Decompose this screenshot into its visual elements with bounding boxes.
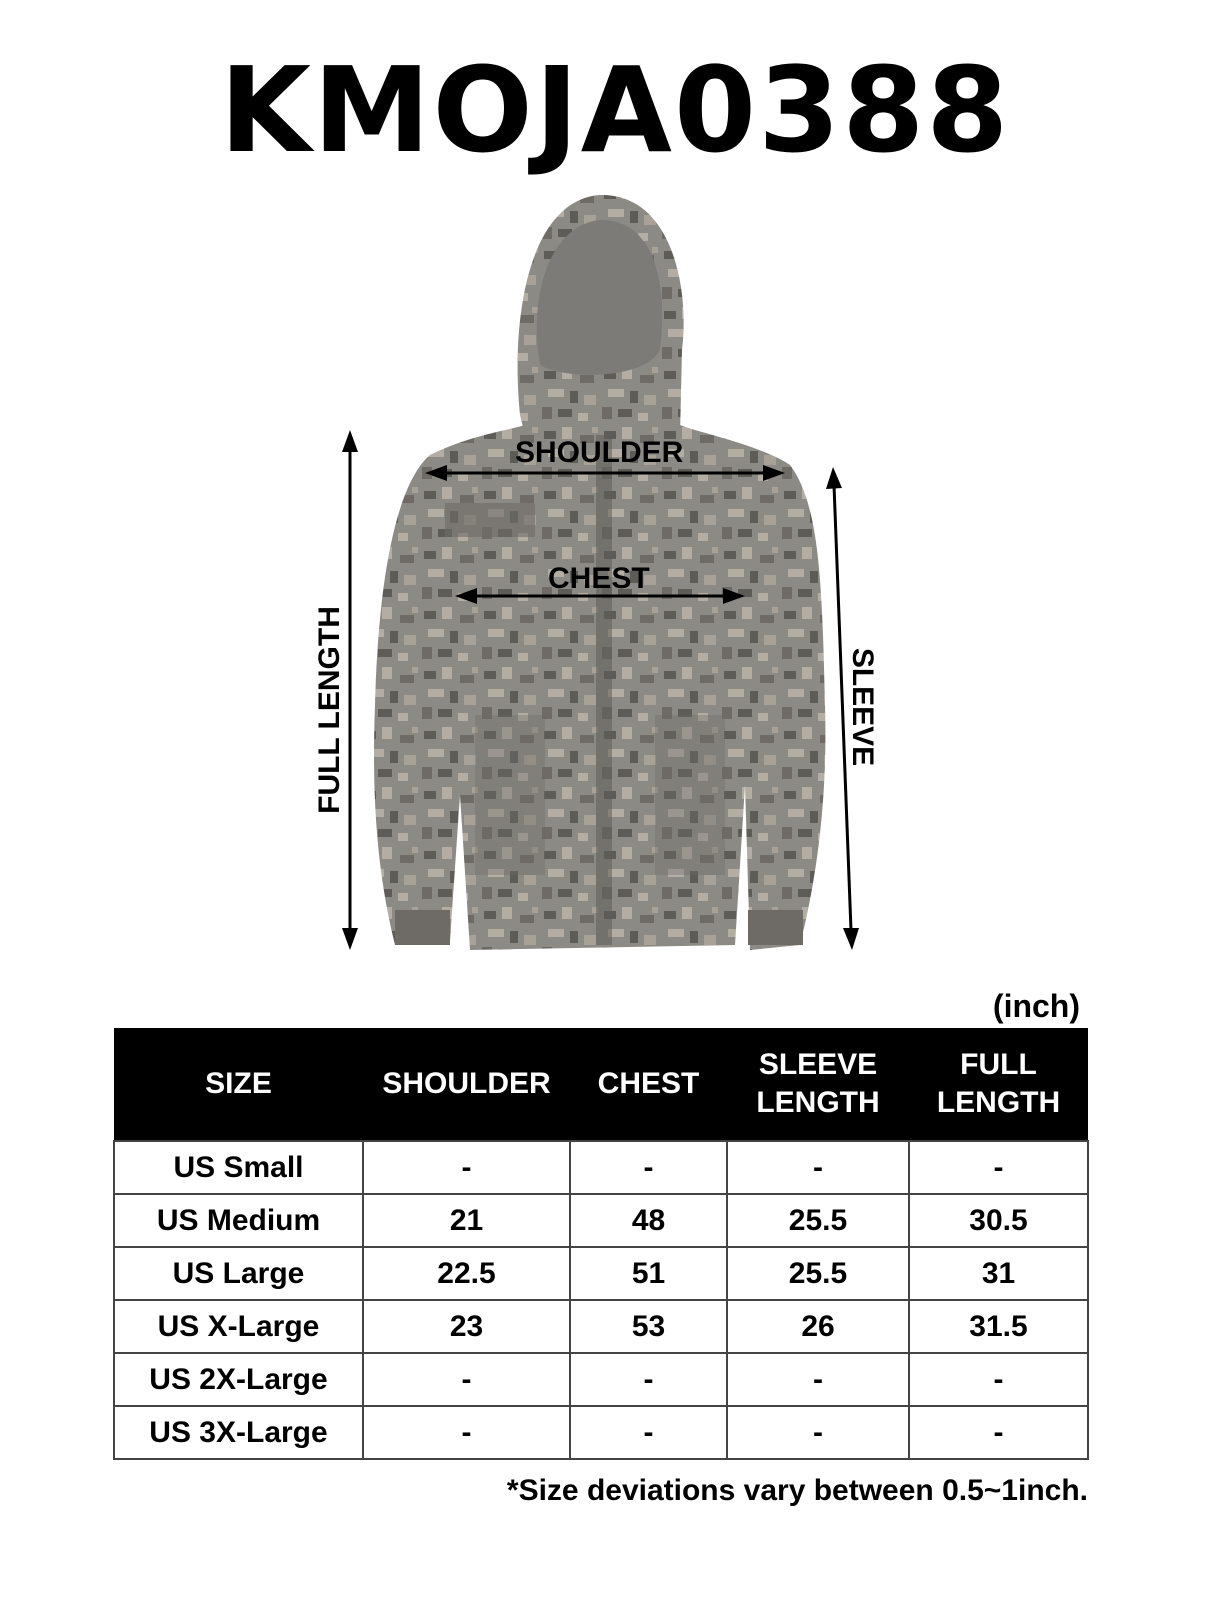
full-length-cell: - bbox=[909, 1406, 1088, 1459]
full-length-cell: - bbox=[909, 1353, 1088, 1406]
chest-cell: - bbox=[570, 1406, 727, 1459]
size-cell: US 3X-Large bbox=[114, 1406, 363, 1459]
size-cell: US X-Large bbox=[114, 1300, 363, 1353]
chest-cell: 48 bbox=[570, 1194, 727, 1247]
header-chest: CHEST bbox=[570, 1028, 727, 1141]
shoulder-cell: - bbox=[363, 1141, 570, 1194]
size-cell: US Large bbox=[114, 1247, 363, 1300]
size-cell: US Small bbox=[114, 1141, 363, 1194]
header-sleeve-length: SLEEVE LENGTH bbox=[727, 1028, 909, 1141]
chest-cell: - bbox=[570, 1353, 727, 1406]
chest-cell: 53 bbox=[570, 1300, 727, 1353]
size-cell: US 2X-Large bbox=[114, 1353, 363, 1406]
chest-cell: 51 bbox=[570, 1247, 727, 1300]
size-table bbox=[113, 1028, 1089, 1460]
full-length-cell: 31 bbox=[909, 1247, 1088, 1300]
unit-label: (inch) bbox=[992, 988, 1080, 1024]
sleeve-cell: - bbox=[727, 1141, 909, 1194]
chest-cell: - bbox=[570, 1141, 727, 1194]
shoulder-cell: 22.5 bbox=[363, 1247, 570, 1300]
table-row bbox=[114, 1300, 1088, 1353]
full-length-cell: 31.5 bbox=[909, 1300, 1088, 1353]
header-full-length: FULL LENGTH bbox=[909, 1028, 1088, 1141]
sleeve-cell: 26 bbox=[727, 1300, 909, 1353]
full-length-label: FULL LENGTH bbox=[313, 606, 346, 814]
header-size: SIZE bbox=[114, 1028, 363, 1141]
shoulder-cell: - bbox=[363, 1406, 570, 1459]
size-cell: US Medium bbox=[114, 1194, 363, 1247]
full-length-cell: - bbox=[909, 1141, 1088, 1194]
sleeve-cell: 25.5 bbox=[727, 1247, 909, 1300]
shoulder-label: SHOULDER bbox=[515, 436, 684, 469]
shoulder-cell: 21 bbox=[363, 1194, 570, 1247]
chest-label: CHEST bbox=[548, 562, 650, 595]
shoulder-cell: - bbox=[363, 1353, 570, 1406]
sleeve-cell: 25.5 bbox=[727, 1194, 909, 1247]
table-row bbox=[114, 1406, 1088, 1459]
size-deviation-note: *Size deviations vary between 0.5~1inch. bbox=[506, 1474, 1088, 1507]
shoulder-cell: 23 bbox=[363, 1300, 570, 1353]
table-row bbox=[114, 1194, 1088, 1247]
sleeve-label: SLEEVE bbox=[846, 647, 879, 767]
table-row bbox=[114, 1141, 1088, 1194]
jacket-diagram bbox=[0, 185, 1230, 975]
full-length-cell: 30.5 bbox=[909, 1194, 1088, 1247]
product-code-title: KMOJA0388 bbox=[219, 41, 1011, 179]
sleeve-cell: - bbox=[727, 1406, 909, 1459]
table-row bbox=[114, 1353, 1088, 1406]
header-shoulder: SHOULDER bbox=[363, 1028, 570, 1141]
table-header-row bbox=[114, 1028, 1088, 1141]
table-row bbox=[114, 1247, 1088, 1300]
sleeve-cell: - bbox=[727, 1353, 909, 1406]
